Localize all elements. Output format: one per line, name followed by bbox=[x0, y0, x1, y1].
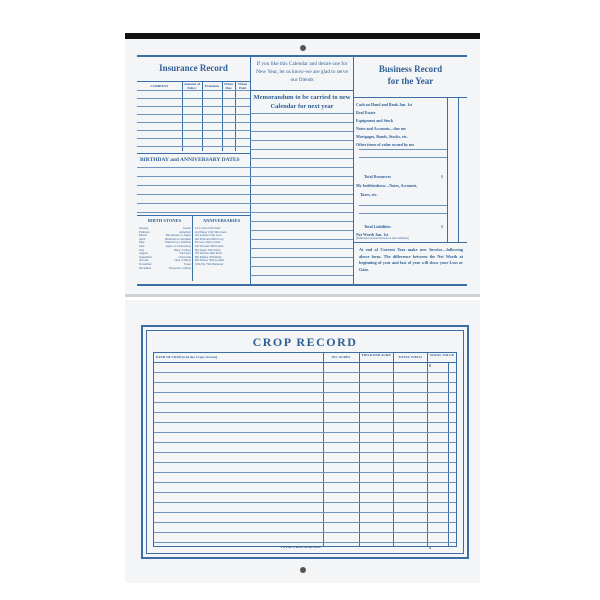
anniversaries-title: ANNIVERSARIES bbox=[202, 218, 241, 223]
net-worth: Net Worth Jan. 1st bbox=[356, 232, 389, 237]
page-fold bbox=[125, 294, 480, 297]
col-premium: Premium bbox=[205, 84, 219, 88]
dollar-sign: $ bbox=[429, 545, 431, 550]
business-footer-note: At end of Current Year make new Invoice—following above form. The difference between the Net Worth at beginning of year and last of year will show your Loss or Gain. bbox=[359, 247, 463, 272]
birth-stones-list: January Garnet February Amethyst March Bloodstone or Jasper April Diamond or Sapphire May Emerald or Carnelian June Agate or Chalcedony July Ruby or Onyx August Sardonyx September Chrysolite October Opal or Beryl November Topaz December Turquoise or Ruby bbox=[139, 226, 191, 270]
birthday-title: BIRTHDAY and ANNIVERSARY DATES bbox=[140, 157, 240, 163]
dollar-sign: $ bbox=[429, 363, 431, 368]
total-resources: Total Resources bbox=[364, 174, 391, 179]
crop-record-frame bbox=[141, 325, 469, 559]
memo-lines bbox=[250, 113, 353, 284]
business-title bbox=[354, 63, 467, 87]
col-amount: Amount of Policy bbox=[183, 82, 201, 90]
col-total-yield: TOTAL YIELD bbox=[398, 355, 422, 359]
net-worth-note: (Difference between Resources and Liabilities) bbox=[356, 237, 409, 240]
record-sheet bbox=[137, 55, 467, 286]
birth-stones-title: BIRTH STONES bbox=[147, 218, 182, 223]
col-company: COMPANY bbox=[150, 84, 169, 88]
business-items: Cash on Hand and Bank Jan. 1st Real Estate Equipment and Stock Notes and Accounts—due me Mortgages, Bonds, Stocks, etc. Other items of value owned by me bbox=[356, 102, 415, 147]
anniversaries-list: 1st Cotton 10th Steel 2nd Paper 12th Silk Linen 3rd Leather 15th Lace 4th Fruit and 20th Ivory Flowers 25th Crystal 5th Wooden 30th China 6th Sugar 35th Silver 7th Woolen 40th Pearl 8th Rubber 45th Ruby 9th Willow 50th Golden 10th Tin 75th Diamond bbox=[195, 226, 227, 266]
insurance-table bbox=[137, 81, 250, 151]
binder-strip bbox=[125, 33, 480, 39]
dollar-sign: $ bbox=[441, 174, 443, 179]
insurance-title: Insurance Record bbox=[159, 63, 228, 73]
divider bbox=[353, 57, 354, 284]
business-title-line1: Business Record bbox=[378, 64, 443, 74]
indebtedness: My Indebtedness—Notes, Accounts, bbox=[356, 183, 418, 188]
col-total-value: TOTAL VALUE bbox=[429, 353, 455, 357]
crop-record-title: CROP RECORD bbox=[252, 335, 358, 349]
col-yield-per-acre: YIELD PER ACRE bbox=[361, 353, 391, 357]
total-crop-acreage-label: TOTAL CROP ACREAGE bbox=[280, 545, 321, 549]
col-when-paid: When Paid bbox=[238, 82, 247, 90]
col-when-due: When Due bbox=[224, 82, 233, 90]
col-no-acres: NO. ACRES bbox=[331, 355, 351, 359]
memo-title: Memorandum to be carried to new Calendar for next year bbox=[253, 94, 351, 110]
crop-table bbox=[153, 352, 457, 550]
total-liabilities: Total Liabilities bbox=[364, 224, 391, 229]
hanging-hole bbox=[300, 567, 306, 573]
dollar-sign: $ bbox=[441, 224, 443, 229]
business-title-line2: for the Year bbox=[387, 76, 434, 86]
birthday-lines bbox=[137, 167, 250, 215]
calendar-notice: If you like this Calendar and desire one for New Year, let us know-we are glad to serve our friends bbox=[256, 61, 348, 83]
col-kind-of-crop: KIND OF CROP [List the Crops Grown] bbox=[156, 355, 218, 359]
hanging-hole bbox=[300, 45, 306, 51]
taxes: Taxes, etc. bbox=[360, 192, 378, 197]
